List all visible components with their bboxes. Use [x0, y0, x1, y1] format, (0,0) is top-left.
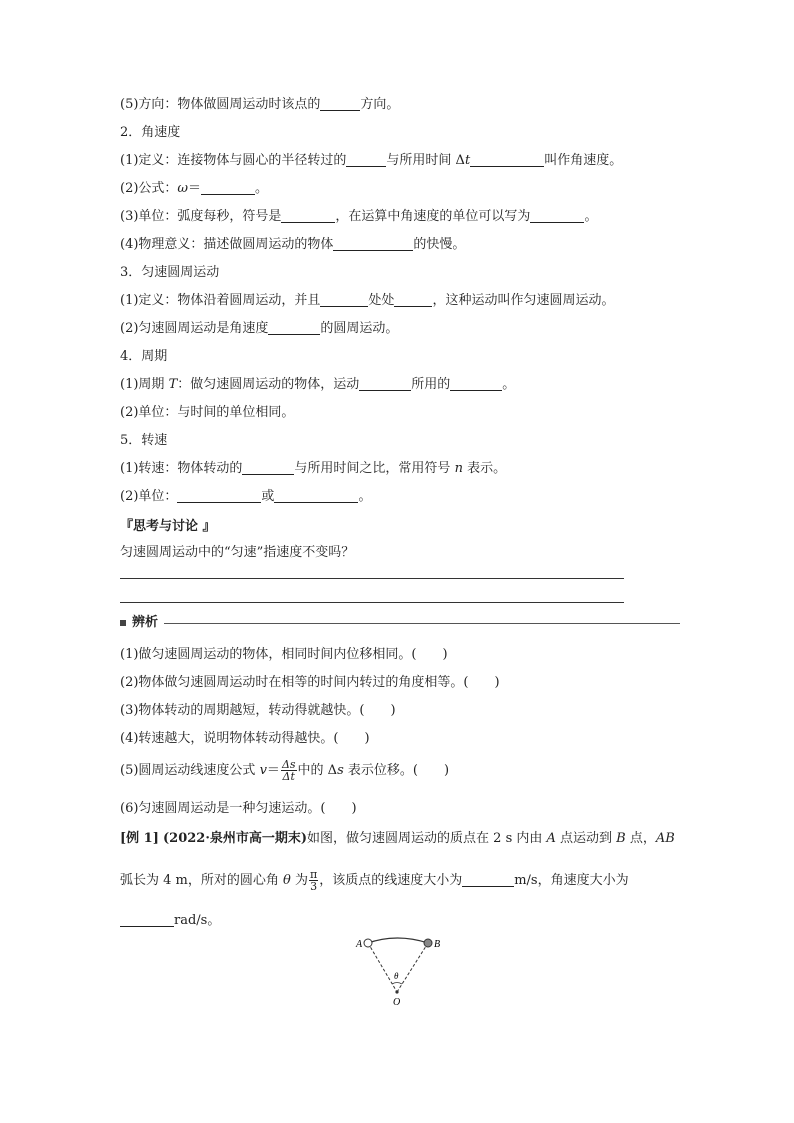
fill-blank[interactable] [320, 96, 360, 111]
bianxi-item-1: (1)做匀速圆周运动的物体，相同时间内位移相同。( ) [120, 647, 448, 662]
fill-blank[interactable] [346, 152, 386, 167]
rotation-speed-definition: (1)转速：物体转动的 与所用时间之比，常用符号 n 表示。 [120, 461, 507, 476]
angle-mark [392, 983, 402, 985]
section-uniform-circular-title: 3．匀速圆周运动 [120, 265, 220, 280]
fill-blank[interactable] [120, 912, 174, 927]
section-angular-velocity-title: 2．角速度 [120, 125, 181, 140]
fill-blank[interactable] [177, 488, 261, 503]
fill-blank[interactable] [281, 208, 335, 223]
fraction-ds-dt: $\frac{\Delta s}{\Delta t}$ [281, 758, 296, 783]
fill-blank[interactable] [333, 236, 413, 251]
fill-blank[interactable] [274, 488, 358, 503]
direction-line: (5)方向：物体做圆周运动时该点的 方向。 [120, 97, 400, 112]
fraction-pi-over-3: $\frac{\pi}{3}$ [309, 868, 318, 893]
arc-ab [368, 938, 428, 943]
angular-velocity-meaning: (4)物理意义：描述做圆周运动的物体 的快慢。 [120, 237, 466, 252]
fill-blank[interactable] [462, 872, 514, 887]
angular-velocity-formula: (2)公式：ω＝ 。 [120, 181, 269, 196]
fill-blank[interactable] [268, 320, 320, 335]
rotation-speed-unit: (2)单位： 或 。 [120, 489, 372, 504]
fill-blank[interactable] [450, 376, 502, 391]
bianxi-item-2: (2)物体做匀速圆周运动时在相等的时间内转过的角度相等。( ) [120, 675, 500, 690]
answer-line[interactable] [120, 602, 624, 603]
arc-diagram [350, 930, 450, 1010]
example-1-line-3: rad/s。 [120, 912, 220, 930]
bianxi-header: 辨析 [120, 614, 158, 632]
section-rotation-speed-title: 5．转速 [120, 433, 168, 448]
point-a [364, 939, 372, 947]
fill-blank[interactable] [470, 152, 544, 167]
uniform-circular-definition: (1)定义：物体沿着圆周运动，并且 处处 ，这种运动叫作匀速圆周运动。 [120, 293, 615, 308]
fill-blank[interactable] [359, 376, 411, 391]
uniform-circular-angular: (2)匀速圆周运动是角速度 的圆周运动。 [120, 321, 399, 336]
label-o: O [393, 997, 401, 1008]
example-1-line-1: [例 1] (2022·泉州市高一期末)如图，做匀速圆周运动的质点在 2 s 内由 A 点运动到 B 点，AB [120, 831, 675, 846]
bianxi-item-6: (6)匀速圆周运动是一种匀速运动。( ) [120, 801, 357, 816]
fill-blank[interactable] [530, 208, 584, 223]
label-a: A [356, 939, 363, 950]
square-bullet-icon [120, 620, 126, 626]
fill-blank[interactable] [320, 292, 368, 307]
fill-blank[interactable] [201, 180, 255, 195]
radius-ob [397, 943, 428, 992]
point-b [424, 939, 432, 947]
point-o [395, 990, 398, 993]
answer-line[interactable] [120, 578, 624, 579]
think-discuss-question: 匀速圆周运动中的“匀速”指速度不变吗？ [120, 545, 355, 560]
section-period-title: 4．周期 [120, 349, 168, 364]
think-discuss-title: 『思考与讨论 』 [120, 519, 216, 534]
bianxi-item-4: (4)转速越大，说明物体转动得越快。( ) [120, 731, 370, 746]
example-1-line-2: 弧长为 4 m，所对的圆心角 θ 为 $\frac{\pi}{3}$ ，该质点的线速度大小为 m/s，角速度大小为 [120, 868, 629, 893]
angular-velocity-unit: (3)单位：弧度每秒，符号是 ，在运算中角速度的单位可以写为 。 [120, 209, 598, 224]
fill-blank[interactable] [394, 292, 432, 307]
label-theta: θ [394, 971, 399, 981]
bianxi-item-5: (5)圆周运动线速度公式 v＝ $\frac{\Delta s}{\Delta t}$ 中的 Δs 表示位移。( ) [120, 758, 450, 783]
bianxi-divider [164, 623, 680, 624]
radius-oa [368, 943, 397, 992]
period-unit: (2)单位：与时间的单位相同。 [120, 405, 295, 420]
bianxi-item-3: (3)物体转动的周期越短，转动得就越快。( ) [120, 703, 396, 718]
label-b: B [434, 939, 441, 950]
fill-blank[interactable] [242, 460, 294, 475]
period-definition: (1)周期 T：做匀速圆周运动的物体，运动 所用的 。 [120, 377, 516, 392]
angular-velocity-definition: (1)定义：连接物体与圆心的半径转过的 与所用时间 Δt 叫作角速度。 [120, 153, 623, 168]
